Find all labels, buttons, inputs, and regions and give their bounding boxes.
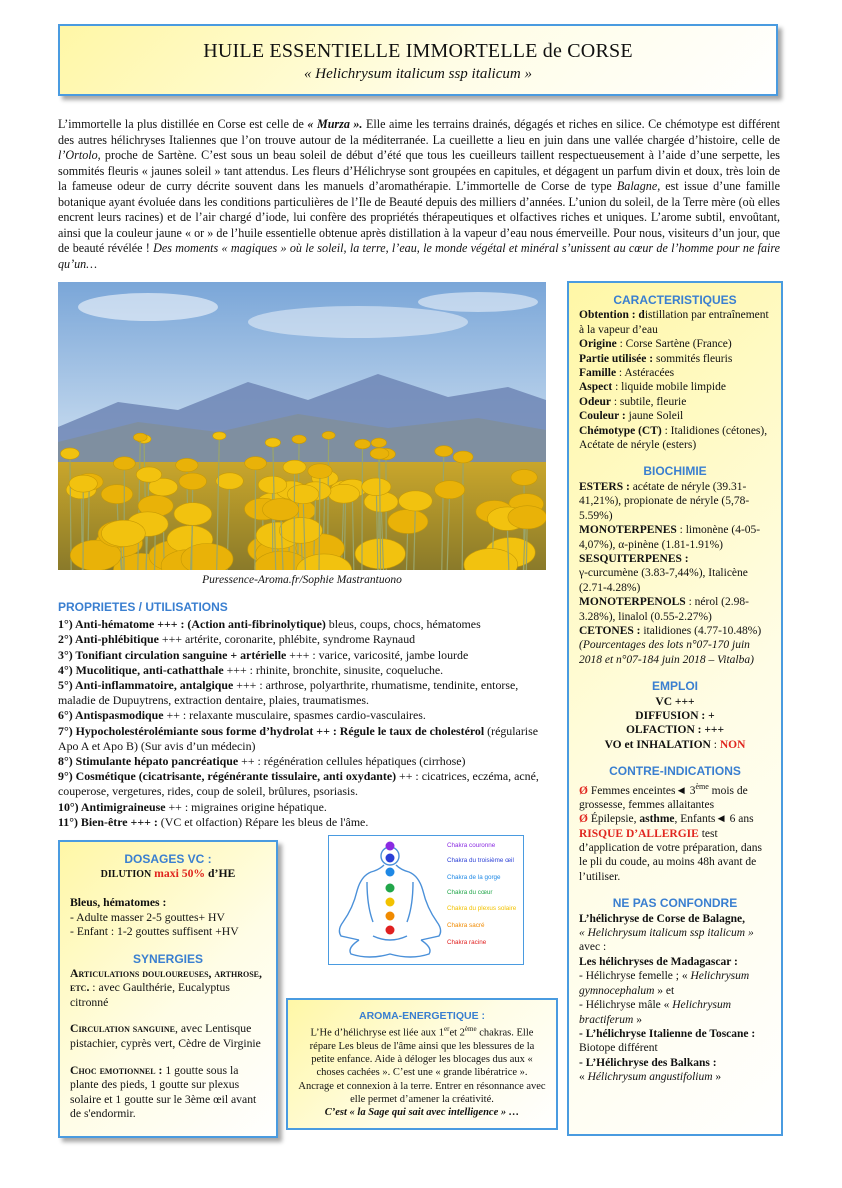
biochimie-title: BIOCHIMIE (643, 464, 707, 479)
proprietes-list (58, 617, 558, 830)
chakra-label: Chakra couronne (447, 842, 496, 849)
propriete-item: 4°) Mucolitique, anti-cathatthale +++ : rhinite, bronchite, sinusite, coqueluche. (58, 662, 444, 677)
dosage-enfant: - Enfant : 1-2 gouttes suffisent +HV (70, 925, 239, 939)
confondre-line: « Hélichrysum angustifolium » (579, 1071, 722, 1084)
chakra-label: Chakra du cœur (447, 889, 493, 896)
biochimie-sesquiterpenes: SESQUITERPENES : γ-curcumène (3.83-7,44%), Italicène (2.71-4.28%) (579, 552, 748, 594)
chakra-dot (386, 898, 395, 907)
dosages-title: DOSAGES VC : (124, 852, 212, 866)
confondre-line: Les hélichryses de Madagascar : (579, 955, 738, 968)
chakra-label: Chakra racine (447, 939, 487, 946)
propriete-item: 6°) Antispasmodique ++ : relaxante musculaire, spasmes cardio-vasculaires. (58, 708, 426, 723)
caracteristique-row: Chémotype (CT) : Italidiones (cétones), Acétate de néryle (esters) (579, 424, 768, 452)
propriete-item: 5°) Anti-inflammatoire, antalgique +++ : arthrose, polyarthrite, rhumatisme, tendinite, entorse, maladie de Dupuytrens, extraction dentaire, plaies, traumatismes. (58, 678, 519, 708)
biochimie-monoterpenols: MONOTERPENOLS : nérol (2.98-3.28%), linalol (0.55-2.27%) (579, 596, 749, 623)
chakra-label: Chakra de la gorge (447, 874, 501, 881)
synergie-circulation: Circulation sanguine, avec Lentisque pistachier, cyprès vert, Cèdre de Virginie (70, 1022, 261, 1050)
chakra-dot (386, 926, 395, 935)
contre-indications-title: CONTRE-INDICATIONS (609, 764, 741, 779)
proprietes-title: PROPRIETES / UTILISATIONS (58, 600, 228, 614)
confondre-line: avec : (579, 941, 607, 954)
caracteristique-row: Partie utilisée : sommités fleuris (579, 352, 733, 365)
emploi-vo: VO et INHALATION : NON (604, 738, 746, 751)
synergie-choc: Choc emotionnel : 1 goutte sous la plante des pieds, 1 goutte sur plexus solaire et 1 goutte sur le 3ème œil avant de s'endormir. (70, 1063, 257, 1121)
biochimie-cetones: CETONES : italidiones (4.77-10.48%) (Pourcentages des lots n°07-170 juin 2018 et n°07-184 juin 2018 – Vitalba) (579, 624, 762, 666)
immortelle-field-photo (58, 282, 546, 570)
aroma-title: AROMA-ENERGETIQUE : (359, 1010, 485, 1022)
confondre-line: - Hélichryse mâle « Helichrysum bractiferum » (579, 999, 732, 1026)
biochimie-monoterpenes: MONOTERPENES : limonène (4-05-4,07%), α-pinène (1.81-1.91%) (579, 524, 761, 551)
caracteristique-row: Famille : Astéracées (579, 367, 675, 380)
characteristics-panel (567, 281, 783, 1136)
confondre-line: L’hélichryse de Corse de Balagne, (579, 912, 745, 925)
propriete-item: 2°) Anti-phlébitique +++ artérite, coronarite, phlébite, syndrome Raynaud (58, 632, 416, 647)
chakra-dot (386, 884, 395, 893)
caracteristique-row: Odeur : subtile, fleurie (579, 395, 687, 408)
meditation-figure (329, 836, 522, 963)
chakra-label: Chakra du plexus solaire (447, 905, 517, 912)
murza-label: « Murza ». (307, 117, 363, 131)
confondre-line: - L’Hélichryse des Balkans : (579, 1056, 717, 1069)
flower-field-illustration (58, 282, 546, 570)
forbidden-icon: Ø (579, 813, 588, 826)
confondre-line: - Hélichryse femelle ; « Helichrysum gymnocephalum » et (579, 970, 750, 997)
title-box (58, 24, 778, 96)
caracteristiques-title: CARACTERISTIQUES (613, 293, 737, 307)
chakra-dot (386, 912, 395, 921)
forbidden-icon: Ø (579, 784, 588, 797)
caracteristique-row: Couleur : jaune Soleil (579, 410, 684, 423)
biochimie-esters: ESTERS : acétate de néryle (39.31-41,21%), propionate de néryle (5,78-5.59%) (579, 480, 750, 522)
chakra-dot (386, 868, 395, 877)
emploi-title: EMPLOI (651, 679, 698, 694)
chakra-label: Chakra du troisième œil (447, 857, 514, 864)
emploi-vo-value: NON (719, 738, 746, 751)
aroma-quote: C’est « la Sage qui sait avec intelligence » … (324, 1106, 520, 1118)
synergies-title: SYNERGIES (132, 951, 204, 966)
emploi-diffusion: DIFFUSION : + (635, 709, 715, 722)
confondre-line: « Helichrysum italicum ssp italicum » (579, 927, 754, 940)
dosage-adulte: - Adulte masser 2-5 gouttes+ HV (70, 910, 225, 924)
proprietes-section (58, 600, 558, 830)
propriete-item: 1°) Anti-hématome +++ : (Action anti-fibrinolytique) bleus, coups, chocs, hématomes (58, 617, 481, 632)
propriete-item: 3°) Tonifiant circulation sanguine + artérielle +++ : varice, varicosité, jambe lourde (58, 647, 469, 662)
emploi-olfaction: OLFACTION : +++ (625, 724, 725, 737)
propriete-item: 9°) Cosmétique (cicatrisante, régénérante tissulaire, anti oxydante) ++ : cicatrices, eczéma, acné, couperose, vergetures, rides, coup de soleil, brûlures, psoriasis. (58, 769, 539, 799)
caracteristiques-list (579, 308, 771, 452)
intro-paragraph: L’immortelle la plus distillée en Corse est celle de « Murza ». Elle aime les terrains drainés, dégagés et riches en silice. Ce chémotype est différent des autres hélichryses Italiennes que l’on trouve autour de la méditerranée. La cueillette a lieu en juin dans une vallée chargée d’histoire, celle de l’Ortolo, proche de Sartène. C’est sous un beau soleil de début d’été que tous les cueilleurs taillent respectueusement à l’aide d’une serpette, les sommités fleuris « jaunes soleil » tant attendus. Les fleurs d’Hélichryse sont groupées en capitules, et dégagent un parfum divin et doux, très loin de la fameuse odeur de curry décrite souvent dans les manuels d’aromathérapie. L’immortelle de Corse de type Balagne, est issue d’une famille botanique ayant évoluée dans les conditions particulières de l’Ile de Beauté depuis des milliers d’années. L’union du soleil, de la Terre mère (où elles encrent leurs racines) et de l’air chargé d’iode, lui confère des propriétés thérapeutiques et olfactives riches et uniques. L’arome subtil, envoûtant, ainsi que la couleur jaune « or » de l’huile essentielle obtenue après distillation à la vapeur d’eau nous émerveille. Pour nous, visiteurs d’un jour, que de beauté révélée ! Des moments « magiques » où le soleil, la terre, l’eau, le monde végétal et minéral s’unissent au cœur de l’homme pour ne faire qu’un… (58, 117, 781, 271)
dosages-panel (58, 840, 278, 1138)
photo-caption: Puressence-Aroma.fr/Sophie Mastrantuono (202, 574, 402, 586)
bleus-title: Bleus, hématomes : (70, 896, 167, 910)
aroma-energetique-panel (286, 998, 558, 1130)
aroma-text: L’He d’hélichryse est liée aux 1eret 2ème chakras. Elle répare Les bleus de l'âme ainsi que les blessures de la petite enfance. Aide à déloger les blocages dus aux « choses cachées ». C’est une « grande libératrice ». Ancrage et connexion à la terre. Entrer en résonnance avec elle permet d’amener la créativité. (298, 1025, 546, 1105)
caracteristique-row: Origine : Corse Sartène (France) (579, 338, 732, 351)
page-subtitle: « Helichrysum italicum ssp italicum » (304, 66, 532, 82)
chakra-dot (386, 854, 395, 863)
propriete-item: 8°) Stimulante hépato pancréatique ++ : régénération cellules hépatiques (cirrhose) (58, 754, 466, 769)
caracteristique-row: Aspect : liquide mobile limpide (579, 381, 726, 394)
synergie-articulations: Articulations douloureuses, arthrose, etc. : avec Gaulthérie, Eucalyptus citronné (70, 966, 262, 1009)
caracteristique-row: Obtention : distillation par entraînement à la vapeur d’eau (579, 309, 769, 336)
propriete-item: 7°) Hypocholestérolémiante sous forme d’hydrolat ++ : Régule le taux de cholestérol (régularise Apo A et Apo B) (Sur avis d’un médecin) (58, 723, 538, 753)
dilution-line: DILUTION maxi 50% d’HE (100, 866, 236, 880)
page-title: HUILE ESSENTIELLE IMMORTELLE de CORSE (203, 40, 633, 62)
chakra-label: Chakra sacré (447, 922, 485, 929)
confondre-line: - L’hélichryse Italienne de Toscane : Biotope différent (579, 1027, 756, 1055)
contre-line-1: Ø Femmes enceintes◄ 3ème mois de grossesse, femmes allaitantes (579, 781, 748, 811)
confondre-title: NE PAS CONFONDRE (612, 896, 738, 911)
propriete-item: 11°) Bien-être +++ : (VC et olfaction) Répare les bleus de l'âme. (58, 814, 369, 829)
contre-line-2: Ø Épilepsie, asthme, Enfants◄ 6 ans (579, 813, 754, 826)
allergy-warning: RISQUE D’ALLERGIE test d’application de votre préparation, dans le pli du coude, au moins 48h avant de l’utiliser. (579, 827, 762, 883)
chakra-diagram (328, 835, 524, 965)
propriete-item: 10°) Antimigraineuse ++ : migraines origine hépatique. (58, 799, 327, 814)
chakra-dot (386, 842, 395, 851)
emploi-vc: VC +++ (655, 695, 695, 708)
